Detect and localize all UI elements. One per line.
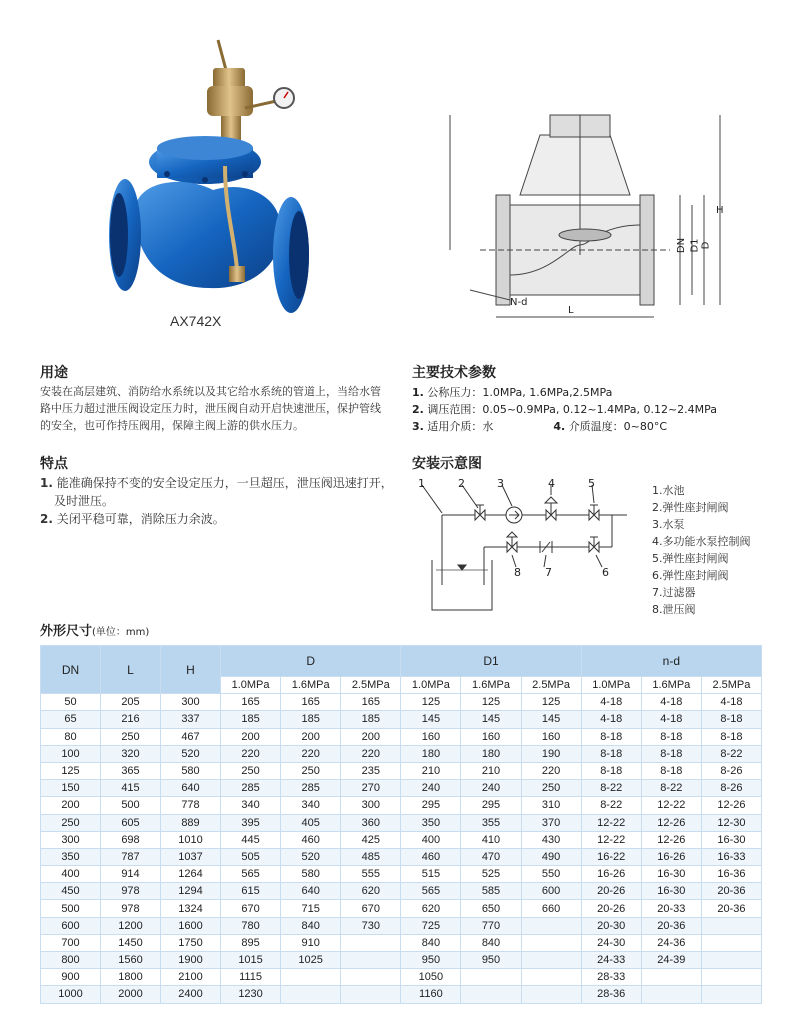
table-cell: 840 bbox=[281, 917, 341, 934]
spec-item: 3. 适用介质：水 4. 介质温度：0~80°C bbox=[412, 420, 668, 433]
table-cell: 1160 bbox=[401, 986, 461, 1003]
table-row bbox=[41, 848, 762, 865]
table-cell: 65 bbox=[41, 711, 101, 728]
table-cell: 185 bbox=[221, 711, 281, 728]
table-cell: 12-26 bbox=[701, 797, 761, 814]
table-cell: 355 bbox=[461, 814, 521, 831]
table-cell: 8-26 bbox=[701, 762, 761, 779]
table-cell: 12-30 bbox=[701, 814, 761, 831]
table-cell: 190 bbox=[521, 745, 581, 762]
table-cell bbox=[521, 986, 581, 1003]
usage-text: 安装在高层建筑、消防给水系统以及其它给水系统的管道上，当给水管路中压力超过泄压阀设定压力时，泄压阀自动开启快速泄压，保护管线的安全，也可作持压阀用，保障主阀上游的供水压力。 bbox=[40, 385, 381, 432]
table-cell: 770 bbox=[461, 917, 521, 934]
table-cell: 16-30 bbox=[701, 831, 761, 848]
schematic-number: 7 bbox=[545, 566, 552, 579]
table-cell: 840 bbox=[461, 934, 521, 951]
table-cell: 240 bbox=[461, 780, 521, 797]
usage-title: 用途 bbox=[40, 365, 68, 381]
header-d1: D1 bbox=[401, 646, 581, 677]
table-cell: 20-36 bbox=[701, 900, 761, 917]
table-cell: 125 bbox=[401, 694, 461, 711]
table-cell: 300 bbox=[341, 797, 401, 814]
table-cell: 1900 bbox=[161, 952, 221, 969]
table-cell: 555 bbox=[341, 866, 401, 883]
table-cell: 1560 bbox=[101, 952, 161, 969]
table-cell: 250 bbox=[221, 762, 281, 779]
table-cell: 520 bbox=[161, 745, 221, 762]
table-cell: 28-36 bbox=[581, 986, 641, 1003]
table-cell: 337 bbox=[161, 711, 221, 728]
table-cell: 160 bbox=[461, 728, 521, 745]
valve-dimension-drawing bbox=[430, 95, 730, 325]
table-cell: 467 bbox=[161, 728, 221, 745]
drawing-label-d1: D1 bbox=[689, 238, 701, 253]
table-cell: 24-39 bbox=[641, 952, 701, 969]
drawing-label-nd: N-d bbox=[510, 297, 528, 308]
table-row bbox=[41, 711, 762, 728]
table-cell: 1115 bbox=[221, 969, 281, 986]
table-cell bbox=[461, 986, 521, 1003]
table-cell: 1037 bbox=[161, 848, 221, 865]
table-cell: 400 bbox=[41, 866, 101, 883]
pressure-header: 2.5MPa bbox=[341, 677, 401, 694]
table-cell: 525 bbox=[461, 866, 521, 883]
table-cell: 485 bbox=[341, 848, 401, 865]
table-cell: 250 bbox=[101, 728, 161, 745]
table-cell: 180 bbox=[401, 745, 461, 762]
table-cell: 605 bbox=[101, 814, 161, 831]
table-cell: 700 bbox=[41, 934, 101, 951]
table-cell: 520 bbox=[281, 848, 341, 865]
table-cell: 425 bbox=[341, 831, 401, 848]
table-row bbox=[41, 866, 762, 883]
schematic-number: 8 bbox=[514, 566, 521, 579]
table-cell: 600 bbox=[41, 917, 101, 934]
table-cell: 160 bbox=[401, 728, 461, 745]
install-title: 安装示意图 bbox=[412, 456, 482, 472]
table-cell: 978 bbox=[101, 883, 161, 900]
table-cell: 565 bbox=[401, 883, 461, 900]
table-cell: 100 bbox=[41, 745, 101, 762]
table-cell bbox=[341, 969, 401, 986]
table-cell: 1230 bbox=[221, 986, 281, 1003]
table-cell: 620 bbox=[341, 883, 401, 900]
features-list bbox=[40, 474, 400, 528]
table-cell: 250 bbox=[281, 762, 341, 779]
table-row bbox=[41, 762, 762, 779]
table-cell: 640 bbox=[161, 780, 221, 797]
legend-item: 3.水泵 bbox=[652, 518, 685, 531]
pressure-header: 1.6MPa bbox=[641, 677, 701, 694]
table-cell: 450 bbox=[41, 883, 101, 900]
table-cell: 410 bbox=[461, 831, 521, 848]
table-cell: 1050 bbox=[401, 969, 461, 986]
legend-item: 6.弹性座封闸阀 bbox=[652, 569, 729, 582]
table-cell: 300 bbox=[41, 831, 101, 848]
table-cell: 220 bbox=[521, 762, 581, 779]
table-cell: 20-33 bbox=[641, 900, 701, 917]
table-cell: 4-18 bbox=[581, 711, 641, 728]
legend-item: 7.过滤器 bbox=[652, 586, 696, 599]
table-cell: 350 bbox=[41, 848, 101, 865]
table-row bbox=[41, 694, 762, 711]
table-cell: 1264 bbox=[161, 866, 221, 883]
table-cell: 8-18 bbox=[581, 745, 641, 762]
feature-item: 2. 关闭平稳可靠，消除压力余波。 bbox=[40, 512, 225, 526]
table-cell: 16-36 bbox=[701, 866, 761, 883]
spec-item: 1. 公称压力：1.0MPa, 1.6MPa,2.5MPa bbox=[412, 386, 613, 399]
table-cell bbox=[521, 969, 581, 986]
table-cell: 8-18 bbox=[701, 711, 761, 728]
valve-product-image bbox=[95, 30, 325, 320]
table-cell: 250 bbox=[521, 780, 581, 797]
table-cell: 1324 bbox=[161, 900, 221, 917]
header-dn: DN bbox=[41, 646, 101, 694]
pressure-header: 1.6MPa bbox=[281, 677, 341, 694]
table-cell bbox=[341, 952, 401, 969]
table-cell bbox=[701, 952, 761, 969]
table-cell: 4-18 bbox=[641, 694, 701, 711]
table-cell: 340 bbox=[221, 797, 281, 814]
table-cell bbox=[341, 986, 401, 1003]
table-cell: 500 bbox=[41, 900, 101, 917]
specs-list bbox=[412, 384, 717, 435]
table-cell: 550 bbox=[521, 866, 581, 883]
table-cell: 8-18 bbox=[581, 728, 641, 745]
table-cell bbox=[641, 969, 701, 986]
table-cell: 470 bbox=[461, 848, 521, 865]
table-cell: 210 bbox=[401, 762, 461, 779]
table-cell: 50 bbox=[41, 694, 101, 711]
pressure-header: 1.0MPa bbox=[401, 677, 461, 694]
table-cell: 16-33 bbox=[701, 848, 761, 865]
table-cell: 4-18 bbox=[701, 694, 761, 711]
table-cell: 615 bbox=[221, 883, 281, 900]
table-cell: 2400 bbox=[161, 986, 221, 1003]
table-cell: 950 bbox=[401, 952, 461, 969]
table-cell: 405 bbox=[281, 814, 341, 831]
table-cell bbox=[461, 969, 521, 986]
table-cell: 8-22 bbox=[581, 780, 641, 797]
schematic-number: 4 bbox=[548, 477, 555, 490]
feature-item: 1. 能准确保持不变的安全设定压力，一旦超压，泄压阀迅速打开，及时泄压。 bbox=[40, 476, 393, 508]
table-cell: 165 bbox=[281, 694, 341, 711]
table-cell: 1000 bbox=[41, 986, 101, 1003]
table-row bbox=[41, 831, 762, 848]
table-cell: 1294 bbox=[161, 883, 221, 900]
table-cell: 350 bbox=[401, 814, 461, 831]
table-cell: 660 bbox=[521, 900, 581, 917]
dimensions-title: 外形尺寸(单位：mm) bbox=[40, 624, 150, 639]
table-cell: 145 bbox=[461, 711, 521, 728]
table-cell: 180 bbox=[461, 745, 521, 762]
header-d: D bbox=[221, 646, 401, 677]
table-cell: 216 bbox=[101, 711, 161, 728]
table-cell: 585 bbox=[461, 883, 521, 900]
table-cell: 2000 bbox=[101, 986, 161, 1003]
table-cell: 310 bbox=[521, 797, 581, 814]
table-cell: 978 bbox=[101, 900, 161, 917]
table-cell: 320 bbox=[101, 745, 161, 762]
table-cell: 20-30 bbox=[581, 917, 641, 934]
table-cell: 270 bbox=[341, 780, 401, 797]
header-l: L bbox=[101, 646, 161, 694]
table-row bbox=[41, 883, 762, 900]
table-row bbox=[41, 900, 762, 917]
table-cell: 80 bbox=[41, 728, 101, 745]
dimensions-table bbox=[40, 645, 762, 1004]
table-cell: 914 bbox=[101, 866, 161, 883]
table-cell: 698 bbox=[101, 831, 161, 848]
table-cell: 235 bbox=[341, 762, 401, 779]
table-cell: 1200 bbox=[101, 917, 161, 934]
table-cell: 600 bbox=[521, 883, 581, 900]
table-cell: 1750 bbox=[161, 934, 221, 951]
table-cell: 889 bbox=[161, 814, 221, 831]
table-cell: 145 bbox=[401, 711, 461, 728]
table-cell: 365 bbox=[101, 762, 161, 779]
table-cell: 725 bbox=[401, 917, 461, 934]
table-cell: 16-30 bbox=[641, 883, 701, 900]
table-cell: 2100 bbox=[161, 969, 221, 986]
legend-item: 4.多功能水泵控制阀 bbox=[652, 535, 751, 548]
table-cell bbox=[701, 986, 761, 1003]
drawing-label-h: H bbox=[716, 205, 724, 216]
table-cell: 1010 bbox=[161, 831, 221, 848]
specs-title: 主要技术参数 bbox=[412, 365, 496, 381]
table-cell: 20-36 bbox=[641, 917, 701, 934]
table-cell: 12-26 bbox=[641, 831, 701, 848]
schematic-legend bbox=[652, 482, 751, 618]
table-cell: 16-22 bbox=[581, 848, 641, 865]
table-cell: 16-30 bbox=[641, 866, 701, 883]
table-cell: 125 bbox=[521, 694, 581, 711]
table-cell: 125 bbox=[41, 762, 101, 779]
table-cell: 20-36 bbox=[701, 883, 761, 900]
table-cell: 490 bbox=[521, 848, 581, 865]
table-cell bbox=[641, 986, 701, 1003]
table-cell: 205 bbox=[101, 694, 161, 711]
table-cell: 515 bbox=[401, 866, 461, 883]
schematic-number: 2 bbox=[458, 477, 465, 490]
table-cell: 220 bbox=[221, 745, 281, 762]
table-cell: 12-22 bbox=[581, 814, 641, 831]
table-cell: 12-26 bbox=[641, 814, 701, 831]
table-cell: 460 bbox=[281, 831, 341, 848]
table-row bbox=[41, 934, 762, 951]
table-cell: 20-26 bbox=[581, 900, 641, 917]
table-cell: 1800 bbox=[101, 969, 161, 986]
table-cell: 200 bbox=[221, 728, 281, 745]
table-cell: 185 bbox=[341, 711, 401, 728]
table-row bbox=[41, 745, 762, 762]
table-cell: 165 bbox=[341, 694, 401, 711]
table-cell: 165 bbox=[221, 694, 281, 711]
table-cell: 250 bbox=[41, 814, 101, 831]
table-cell: 840 bbox=[401, 934, 461, 951]
table-cell: 125 bbox=[461, 694, 521, 711]
table-row bbox=[41, 969, 762, 986]
table-cell: 16-26 bbox=[581, 866, 641, 883]
table-cell: 185 bbox=[281, 711, 341, 728]
table-cell bbox=[521, 952, 581, 969]
table-cell: 505 bbox=[221, 848, 281, 865]
table-cell bbox=[281, 986, 341, 1003]
table-cell: 4-18 bbox=[641, 711, 701, 728]
table-cell: 150 bbox=[41, 780, 101, 797]
table-cell: 220 bbox=[341, 745, 401, 762]
pressure-header: 1.6MPa bbox=[461, 677, 521, 694]
table-cell bbox=[281, 969, 341, 986]
table-cell bbox=[521, 934, 581, 951]
table-cell: 8-22 bbox=[581, 797, 641, 814]
table-cell: 20-26 bbox=[581, 883, 641, 900]
table-cell: 400 bbox=[401, 831, 461, 848]
table-cell: 12-22 bbox=[581, 831, 641, 848]
table-cell: 1025 bbox=[281, 952, 341, 969]
drawing-label-d: D bbox=[700, 241, 712, 250]
schematic-number: 6 bbox=[602, 566, 609, 579]
table-cell: 16-26 bbox=[641, 848, 701, 865]
table-cell: 8-18 bbox=[641, 762, 701, 779]
table-cell: 780 bbox=[221, 917, 281, 934]
table-cell: 160 bbox=[521, 728, 581, 745]
table-cell: 787 bbox=[101, 848, 161, 865]
table-cell: 910 bbox=[281, 934, 341, 951]
table-cell: 580 bbox=[281, 866, 341, 883]
table-cell bbox=[521, 917, 581, 934]
table-cell: 8-22 bbox=[701, 745, 761, 762]
table-cell: 340 bbox=[281, 797, 341, 814]
table-cell: 445 bbox=[221, 831, 281, 848]
table-cell: 778 bbox=[161, 797, 221, 814]
pressure-header: 1.0MPa bbox=[221, 677, 281, 694]
table-cell: 240 bbox=[401, 780, 461, 797]
table-cell: 295 bbox=[401, 797, 461, 814]
table-row bbox=[41, 814, 762, 831]
table-cell: 950 bbox=[461, 952, 521, 969]
table-cell: 395 bbox=[221, 814, 281, 831]
table-cell: 12-22 bbox=[641, 797, 701, 814]
table-cell: 430 bbox=[521, 831, 581, 848]
table-cell: 900 bbox=[41, 969, 101, 986]
table-cell: 670 bbox=[221, 900, 281, 917]
table-cell: 200 bbox=[41, 797, 101, 814]
table-row bbox=[41, 986, 762, 1003]
drawing-label-l: L bbox=[568, 305, 574, 316]
table-cell: 730 bbox=[341, 917, 401, 934]
table-cell: 285 bbox=[281, 780, 341, 797]
table-cell: 370 bbox=[521, 814, 581, 831]
table-cell bbox=[701, 969, 761, 986]
legend-item: 2.弹性座封闸阀 bbox=[652, 501, 729, 514]
table-header-row bbox=[41, 646, 762, 677]
table-cell: 580 bbox=[161, 762, 221, 779]
table-cell: 800 bbox=[41, 952, 101, 969]
features-title: 特点 bbox=[40, 456, 68, 472]
table-row bbox=[41, 917, 762, 934]
schematic-number: 3 bbox=[497, 477, 504, 490]
table-row bbox=[41, 797, 762, 814]
table-cell: 145 bbox=[521, 711, 581, 728]
table-cell: 415 bbox=[101, 780, 161, 797]
table-row bbox=[41, 952, 762, 969]
installation-schematic bbox=[412, 475, 652, 615]
schematic-number: 1 bbox=[418, 477, 425, 490]
product-model-caption: AX742X bbox=[170, 313, 222, 329]
table-cell: 1015 bbox=[221, 952, 281, 969]
table-cell bbox=[701, 917, 761, 934]
table-cell: 28-33 bbox=[581, 969, 641, 986]
table-cell: 640 bbox=[281, 883, 341, 900]
table-cell: 220 bbox=[281, 745, 341, 762]
table-cell: 8-18 bbox=[641, 728, 701, 745]
table-cell: 650 bbox=[461, 900, 521, 917]
legend-item: 5.弹性座封闸阀 bbox=[652, 552, 729, 565]
table-cell: 1450 bbox=[101, 934, 161, 951]
table-cell: 24-33 bbox=[581, 952, 641, 969]
table-cell: 620 bbox=[401, 900, 461, 917]
table-cell: 500 bbox=[101, 797, 161, 814]
table-cell: 8-18 bbox=[701, 728, 761, 745]
legend-item: 8.泄压阀 bbox=[652, 603, 696, 616]
table-cell: 300 bbox=[161, 694, 221, 711]
pressure-header: 2.5MPa bbox=[701, 677, 761, 694]
table-cell: 200 bbox=[281, 728, 341, 745]
table-cell: 8-18 bbox=[581, 762, 641, 779]
schematic-number: 5 bbox=[588, 477, 595, 490]
table-cell: 8-22 bbox=[641, 780, 701, 797]
table-cell: 8-26 bbox=[701, 780, 761, 797]
table-cell: 295 bbox=[461, 797, 521, 814]
table-cell: 4-18 bbox=[581, 694, 641, 711]
spec-item: 2. 调压范围：0.05~0.9MPa, 0.12~1.4MPa, 0.12~2.4MPa bbox=[412, 403, 718, 416]
table-cell bbox=[341, 934, 401, 951]
table-cell: 360 bbox=[341, 814, 401, 831]
table-cell: 200 bbox=[341, 728, 401, 745]
table-cell: 1600 bbox=[161, 917, 221, 934]
header-nd: n-d bbox=[581, 646, 761, 677]
table-cell: 285 bbox=[221, 780, 281, 797]
table-cell: 670 bbox=[341, 900, 401, 917]
table-cell: 24-36 bbox=[641, 934, 701, 951]
table-cell: 565 bbox=[221, 866, 281, 883]
table-cell: 210 bbox=[461, 762, 521, 779]
table-cell: 895 bbox=[221, 934, 281, 951]
legend-item: 1.水池 bbox=[652, 484, 685, 497]
dimensions-table-body bbox=[41, 694, 762, 1003]
table-cell: 8-18 bbox=[641, 745, 701, 762]
table-cell: 460 bbox=[401, 848, 461, 865]
table-cell bbox=[701, 934, 761, 951]
table-row bbox=[41, 728, 762, 745]
header-h: H bbox=[161, 646, 221, 694]
table-row bbox=[41, 780, 762, 797]
table-cell: 24-30 bbox=[581, 934, 641, 951]
pressure-header: 1.0MPa bbox=[581, 677, 641, 694]
pressure-header: 2.5MPa bbox=[521, 677, 581, 694]
drawing-label-dn: DN bbox=[676, 237, 688, 254]
table-cell: 715 bbox=[281, 900, 341, 917]
